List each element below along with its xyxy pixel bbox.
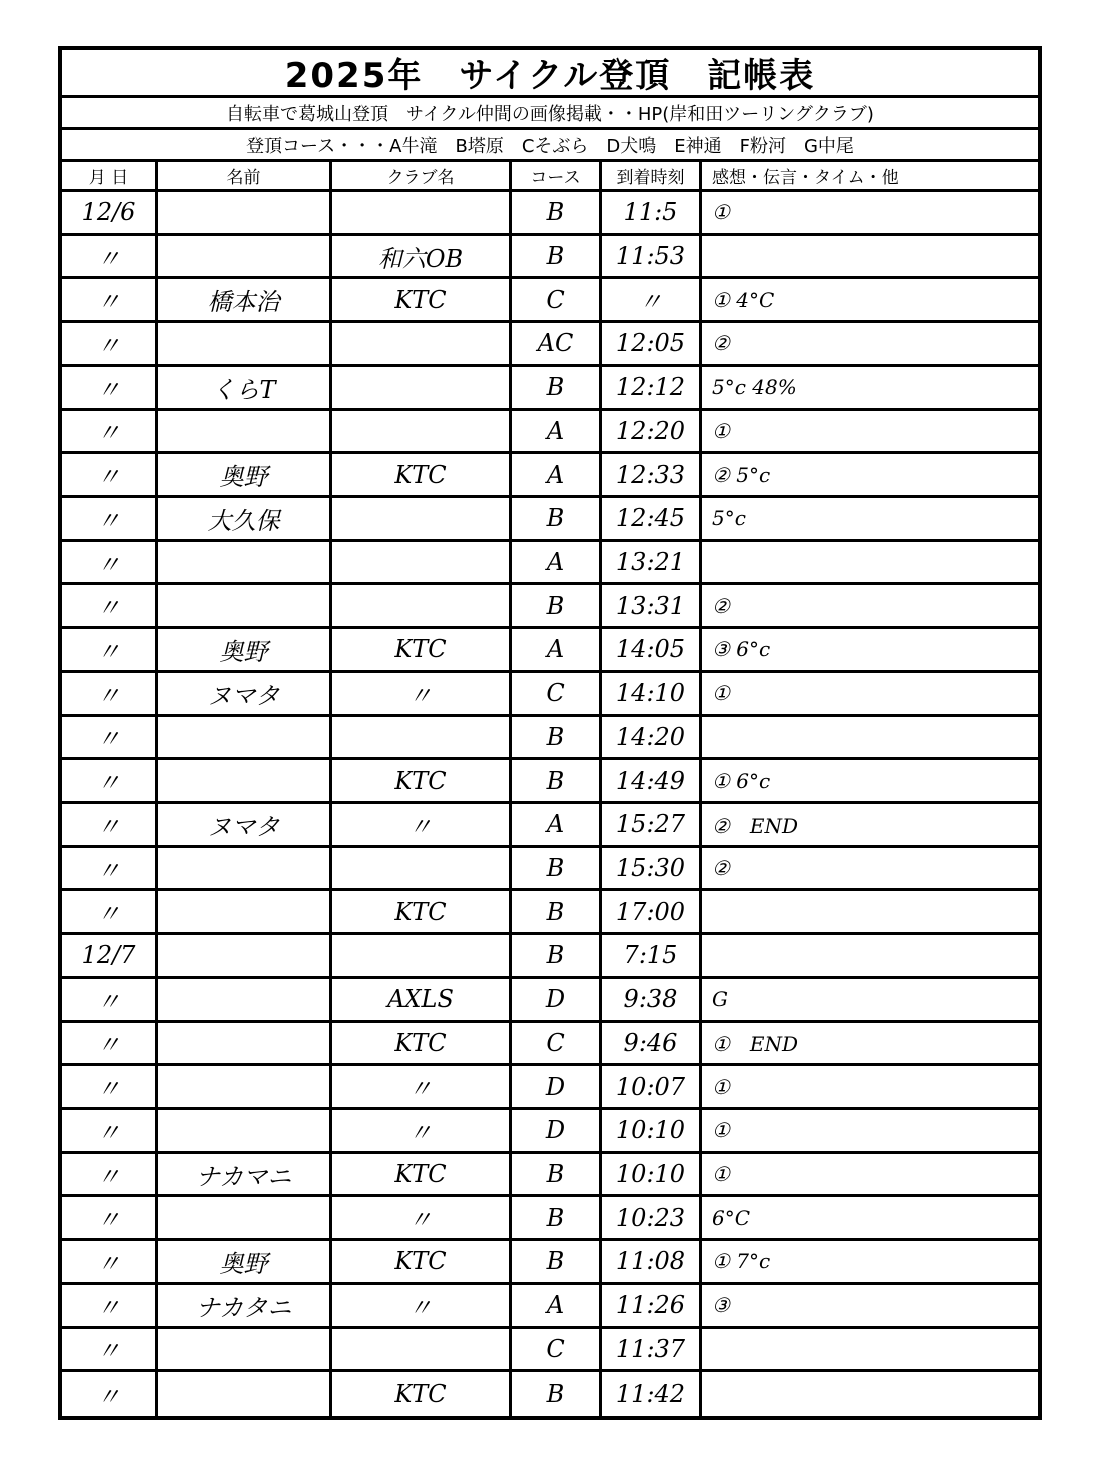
note-cell: ① xyxy=(712,200,730,225)
note-cell xyxy=(702,717,1038,758)
club-cell: KTC xyxy=(332,1372,512,1416)
table-row xyxy=(62,454,1038,498)
club-cell: 〃 xyxy=(332,673,512,714)
course-cell: A xyxy=(512,411,602,452)
note-cell: ② END xyxy=(712,813,799,838)
name-cell xyxy=(158,848,332,889)
note-cell xyxy=(702,935,1038,976)
header-course: コース xyxy=(512,162,602,189)
date-cell: 〃 xyxy=(62,279,158,320)
name-cell xyxy=(158,542,332,583)
date-cell: 〃 xyxy=(62,1023,158,1064)
table-row xyxy=(62,935,1038,979)
table-row xyxy=(62,804,1038,848)
note-cell: ① 6°c xyxy=(712,768,771,793)
name-cell xyxy=(158,1197,332,1238)
table-row xyxy=(62,760,1038,804)
note-cell: ① END xyxy=(712,1032,799,1057)
course-cell: D xyxy=(512,979,602,1020)
club-cell: KTC xyxy=(332,1023,512,1064)
time-cell: 12:45 xyxy=(602,498,702,539)
club-cell xyxy=(332,717,512,758)
course-cell: B xyxy=(512,1241,602,1282)
date-cell: 〃 xyxy=(62,1110,158,1151)
header-name: 名前 xyxy=(158,162,332,189)
time-cell: 12:33 xyxy=(602,454,702,495)
time-cell: 11:42 xyxy=(602,1372,702,1416)
note-cell: ① xyxy=(712,418,730,443)
header-note: 感想・伝言・タイム・他 xyxy=(712,168,899,188)
name-cell xyxy=(158,192,332,233)
club-cell: 〃 xyxy=(332,1197,512,1238)
note-cell: 5°c xyxy=(712,506,746,531)
subtitle: 自転車で葛城山登頂 サイクル仲間の画像掲載・・HP(岸和田ツーリングクラブ) xyxy=(226,103,874,125)
table-row xyxy=(62,542,1038,586)
table-row xyxy=(62,192,1038,236)
table-row xyxy=(62,367,1038,411)
subtitle-band xyxy=(62,98,1038,130)
time-cell: 11:08 xyxy=(602,1241,702,1282)
note-cell: ② xyxy=(712,856,730,881)
time-cell: 13:31 xyxy=(602,585,702,626)
date-cell: 〃 xyxy=(62,236,158,277)
table-row xyxy=(62,891,1038,935)
table-row xyxy=(62,1372,1038,1416)
club-cell xyxy=(332,1329,512,1370)
club-cell: 和六OB xyxy=(332,236,512,277)
table-row xyxy=(62,1241,1038,1285)
name-cell xyxy=(158,323,332,364)
note-cell: ② 5°c xyxy=(712,462,771,487)
name-cell: 大久保 xyxy=(158,498,332,539)
date-cell: 〃 xyxy=(62,760,158,801)
note-cell: ② xyxy=(712,593,730,618)
date-cell: 〃 xyxy=(62,629,158,670)
date-cell: 〃 xyxy=(62,1197,158,1238)
course-cell: B xyxy=(512,498,602,539)
club-cell: KTC xyxy=(332,629,512,670)
course-cell: B xyxy=(512,585,602,626)
table-row xyxy=(62,717,1038,761)
name-cell xyxy=(158,1066,332,1107)
table-row xyxy=(62,1197,1038,1241)
course-cell: B xyxy=(512,192,602,233)
table-row xyxy=(62,498,1038,542)
table-row xyxy=(62,1154,1038,1198)
course-cell: B xyxy=(512,891,602,932)
date-cell: 〃 xyxy=(62,1066,158,1107)
date-cell: 〃 xyxy=(62,848,158,889)
club-cell: 〃 xyxy=(332,1285,512,1326)
time-cell: 14:05 xyxy=(602,629,702,670)
name-cell: 橋本治 xyxy=(158,279,332,320)
page-title: 2025年 サイクル登頂 記帳表 xyxy=(284,56,816,96)
time-cell: 14:49 xyxy=(602,760,702,801)
time-cell: 15:30 xyxy=(602,848,702,889)
name-cell: 奥野 xyxy=(158,629,332,670)
date-cell: 〃 xyxy=(62,323,158,364)
club-cell: KTC xyxy=(332,760,512,801)
time-cell: 12:12 xyxy=(602,367,702,408)
course-cell: B xyxy=(512,848,602,889)
table-row xyxy=(62,585,1038,629)
name-cell xyxy=(158,1372,332,1416)
course-cell: A xyxy=(512,629,602,670)
club-cell xyxy=(332,367,512,408)
club-cell xyxy=(332,585,512,626)
name-cell: くらT xyxy=(158,367,332,408)
date-cell: 〃 xyxy=(62,411,158,452)
time-cell: 11:5 xyxy=(602,192,702,233)
name-cell: 奥野 xyxy=(158,454,332,495)
course-cell: B xyxy=(512,717,602,758)
name-cell xyxy=(158,585,332,626)
name-cell: 奥野 xyxy=(158,1241,332,1282)
log-table xyxy=(62,162,1038,1416)
course-cell: AC xyxy=(512,323,602,364)
course-cell: D xyxy=(512,1066,602,1107)
date-cell: 〃 xyxy=(62,717,158,758)
club-cell xyxy=(332,935,512,976)
name-cell xyxy=(158,1110,332,1151)
note-cell: ① xyxy=(712,1118,730,1143)
time-cell: 10:10 xyxy=(602,1110,702,1151)
table-row xyxy=(62,1285,1038,1329)
date-cell: 〃 xyxy=(62,498,158,539)
note-cell: ① 7°c xyxy=(712,1249,771,1274)
club-cell: 〃 xyxy=(332,1066,512,1107)
course-cell: C xyxy=(512,1329,602,1370)
date-cell: 〃 xyxy=(62,1154,158,1195)
date-cell: 〃 xyxy=(62,585,158,626)
name-cell: ナカマニ xyxy=(158,1154,332,1195)
table-row xyxy=(62,848,1038,892)
club-cell: KTC xyxy=(332,1154,512,1195)
club-cell xyxy=(332,848,512,889)
table-row xyxy=(62,411,1038,455)
time-cell: 12:20 xyxy=(602,411,702,452)
header-time: 到着時刻 xyxy=(602,162,702,189)
time-cell: 〃 xyxy=(602,279,702,320)
time-cell: 10:23 xyxy=(602,1197,702,1238)
date-cell: 〃 xyxy=(62,804,158,845)
note-cell: 6°C xyxy=(712,1205,751,1230)
club-cell: AXLS xyxy=(332,979,512,1020)
note-cell: ① 4°C xyxy=(712,287,775,312)
note-cell: G xyxy=(712,987,728,1012)
date-cell: 〃 xyxy=(62,673,158,714)
time-cell: 15:27 xyxy=(602,804,702,845)
club-cell: KTC xyxy=(332,1241,512,1282)
date-cell: 〃 xyxy=(62,891,158,932)
course-cell: B xyxy=(512,760,602,801)
course-legend: 登頂コース・・・A牛滝 B塔原 Cそぶら D犬鳴 E神通 F粉河 G中尾 xyxy=(246,135,854,157)
name-cell xyxy=(158,979,332,1020)
club-cell xyxy=(332,542,512,583)
table-row xyxy=(62,629,1038,673)
name-cell: ヌマタ xyxy=(158,673,332,714)
name-cell xyxy=(158,1329,332,1370)
note-cell xyxy=(702,1329,1038,1370)
course-cell: B xyxy=(512,935,602,976)
date-cell: 〃 xyxy=(62,367,158,408)
table-row xyxy=(62,236,1038,280)
name-cell xyxy=(158,717,332,758)
date-cell: 12/6 xyxy=(62,192,158,233)
course-cell: B xyxy=(512,236,602,277)
name-cell xyxy=(158,760,332,801)
header-club: クラブ名 xyxy=(332,162,512,189)
name-cell: ヌマタ xyxy=(158,804,332,845)
club-cell xyxy=(332,192,512,233)
table-row xyxy=(62,1066,1038,1110)
course-legend-band xyxy=(62,130,1038,162)
record-sheet xyxy=(58,46,1042,1420)
course-cell: A xyxy=(512,1285,602,1326)
club-cell xyxy=(332,498,512,539)
table-row xyxy=(62,1329,1038,1373)
date-cell: 〃 xyxy=(62,1241,158,1282)
club-cell: 〃 xyxy=(332,804,512,845)
table-header-row xyxy=(62,162,1038,192)
table-row xyxy=(62,673,1038,717)
note-cell: ③ 6°c xyxy=(712,637,771,662)
table-row xyxy=(62,279,1038,323)
note-cell: 5°c 48% xyxy=(712,375,797,400)
name-cell xyxy=(158,891,332,932)
time-cell: 9:46 xyxy=(602,1023,702,1064)
time-cell: 11:26 xyxy=(602,1285,702,1326)
course-cell: A xyxy=(512,542,602,583)
note-cell: ② xyxy=(712,331,730,356)
date-cell: 〃 xyxy=(62,979,158,1020)
time-cell: 12:05 xyxy=(602,323,702,364)
name-cell xyxy=(158,935,332,976)
time-cell: 14:10 xyxy=(602,673,702,714)
course-cell: C xyxy=(512,279,602,320)
club-cell: KTC xyxy=(332,891,512,932)
date-cell: 〃 xyxy=(62,1285,158,1326)
course-cell: C xyxy=(512,673,602,714)
course-cell: B xyxy=(512,367,602,408)
course-cell: B xyxy=(512,1154,602,1195)
course-cell: B xyxy=(512,1197,602,1238)
name-cell xyxy=(158,1023,332,1064)
club-cell: KTC xyxy=(332,454,512,495)
course-cell: D xyxy=(512,1110,602,1151)
table-row xyxy=(62,1023,1038,1067)
header-date: 月 日 xyxy=(62,162,158,189)
note-cell: ① xyxy=(712,1074,730,1099)
note-cell: ① xyxy=(712,1162,730,1187)
note-cell: ① xyxy=(712,681,730,706)
time-cell: 10:07 xyxy=(602,1066,702,1107)
note-cell xyxy=(702,1372,1038,1416)
time-cell: 9:38 xyxy=(602,979,702,1020)
club-cell xyxy=(332,411,512,452)
date-cell: 12/7 xyxy=(62,935,158,976)
name-cell: ナカタニ xyxy=(158,1285,332,1326)
club-cell: KTC xyxy=(332,279,512,320)
club-cell xyxy=(332,323,512,364)
date-cell: 〃 xyxy=(62,542,158,583)
table-row xyxy=(62,323,1038,367)
time-cell: 14:20 xyxy=(602,717,702,758)
club-cell: 〃 xyxy=(332,1110,512,1151)
table-row xyxy=(62,1110,1038,1154)
date-cell: 〃 xyxy=(62,454,158,495)
course-cell: A xyxy=(512,804,602,845)
note-cell: ③ xyxy=(712,1293,730,1318)
date-cell: 〃 xyxy=(62,1372,158,1416)
title-band xyxy=(62,50,1038,98)
time-cell: 13:21 xyxy=(602,542,702,583)
name-cell xyxy=(158,411,332,452)
table-row xyxy=(62,979,1038,1023)
note-cell xyxy=(702,236,1038,277)
course-cell: A xyxy=(512,454,602,495)
note-cell xyxy=(702,891,1038,932)
course-cell: B xyxy=(512,1372,602,1416)
time-cell: 11:53 xyxy=(602,236,702,277)
date-cell: 〃 xyxy=(62,1329,158,1370)
time-cell: 10:10 xyxy=(602,1154,702,1195)
time-cell: 11:37 xyxy=(602,1329,702,1370)
note-cell xyxy=(702,542,1038,583)
time-cell: 7:15 xyxy=(602,935,702,976)
name-cell xyxy=(158,236,332,277)
time-cell: 17:00 xyxy=(602,891,702,932)
course-cell: C xyxy=(512,1023,602,1064)
